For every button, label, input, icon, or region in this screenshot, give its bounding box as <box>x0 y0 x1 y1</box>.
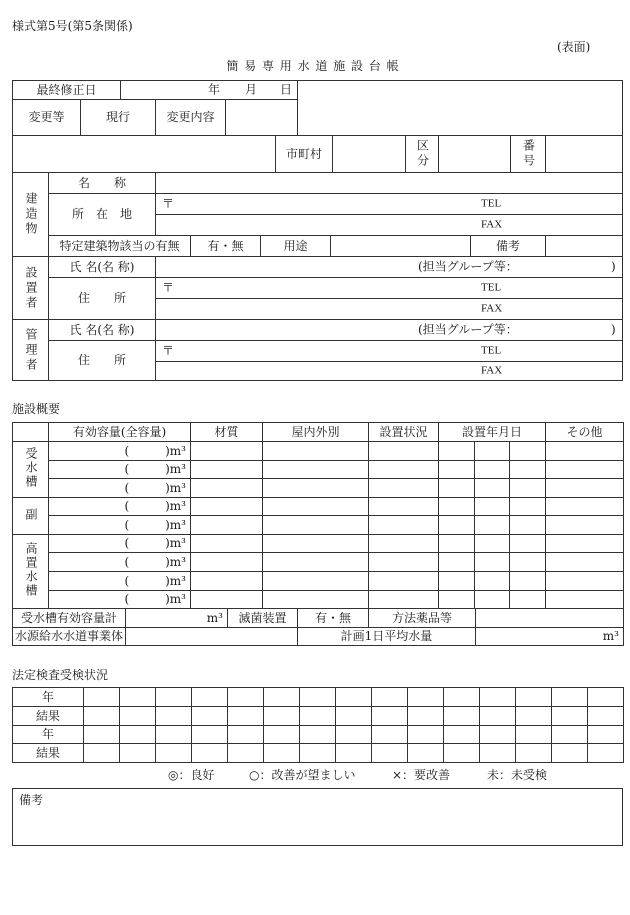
inspection-year-cell <box>588 726 624 744</box>
status-cell <box>369 516 439 535</box>
other-cell <box>546 553 624 572</box>
inspection-year-cell <box>192 726 228 744</box>
install-date-cell <box>510 461 546 479</box>
install-date-cell <box>439 479 475 498</box>
material-cell <box>191 553 263 572</box>
installer-address-tel-row <box>155 277 623 299</box>
material-cell <box>191 516 263 535</box>
inspection-year-cell <box>480 726 516 744</box>
manager-address-tel-row <box>155 340 623 362</box>
installer-section-label: 設置者 <box>12 256 49 320</box>
install-date-cell <box>439 572 475 591</box>
material-cell <box>191 498 263 516</box>
building-address-tel-row <box>155 193 623 215</box>
other-cell <box>546 535 624 553</box>
change-label: 変更等 <box>12 99 81 136</box>
install-date-cell <box>475 553 510 572</box>
inspection-result-cell <box>264 744 300 763</box>
location-cell <box>263 553 369 572</box>
inspection-result-cell <box>84 707 120 726</box>
inspection-result-cell <box>120 707 156 726</box>
water-supplier-field <box>126 628 298 646</box>
install-date-cell <box>475 461 510 479</box>
capacity-cell: ( )m³ <box>49 572 191 591</box>
manager-section-label: 管理者 <box>12 319 49 381</box>
other-cell <box>546 498 624 516</box>
tank-group-label <box>13 498 49 535</box>
inspection-year-cell <box>228 688 264 707</box>
material-cell <box>191 535 263 553</box>
location-cell <box>263 535 369 553</box>
capacity-cell: ( )m³ <box>49 591 191 609</box>
inspection-result-cell <box>228 744 264 763</box>
inspection-year-cell <box>516 688 552 707</box>
date-year-unit: 年 <box>208 82 221 97</box>
install-date-cell <box>439 498 475 516</box>
inspection-year-cell <box>336 688 372 707</box>
form-title: 簡 易 専 用 水 道 施 設 台 帳 <box>226 59 400 73</box>
inspection-year-cell <box>120 688 156 707</box>
inspection-year-cell <box>408 726 444 744</box>
building-name-field <box>155 172 623 194</box>
inspection-year-label: 年 <box>13 726 84 744</box>
install-date-cell <box>510 498 546 516</box>
legend-good: ◎：良好 <box>168 768 215 782</box>
tank-group-label <box>13 442 49 498</box>
install-date-cell <box>510 572 546 591</box>
daily-volume-label: 計画1日平均水量 <box>298 628 476 646</box>
install-date-cell <box>439 461 475 479</box>
material-cell <box>191 479 263 498</box>
install-date-cell <box>475 572 510 591</box>
status-header: 設置状況 <box>369 423 439 442</box>
inspection-result-cell <box>156 744 192 763</box>
install-date-cell <box>439 442 475 461</box>
install-date-cell <box>510 479 546 498</box>
material-cell <box>191 591 263 609</box>
manager-group-note-close: ) <box>611 322 616 337</box>
inspection-year-cell <box>444 726 480 744</box>
inspection-year-cell <box>84 726 120 744</box>
installer-group-note-close: ) <box>611 259 616 274</box>
material-header: 材質 <box>191 423 263 442</box>
building-use-field <box>330 235 471 257</box>
last-modified-date-field <box>120 80 298 100</box>
install-date-cell <box>439 516 475 535</box>
legend-improvement-desired: ○：改善が望ましい <box>249 768 356 782</box>
inspection-result-cell <box>264 707 300 726</box>
inspection-result-cell <box>120 744 156 763</box>
inspection-result-cell <box>192 744 228 763</box>
tank-group-label-text: 副 <box>24 507 38 522</box>
inspection-result-cell <box>156 707 192 726</box>
tank-group-label-text: 受水槽 <box>24 447 38 489</box>
inspection-result-cell <box>480 744 516 763</box>
registry-blank-area <box>297 80 623 136</box>
inspection-result-cell <box>516 707 552 726</box>
inspection-result-cell <box>408 744 444 763</box>
install-date-cell <box>475 535 510 553</box>
facility-summary-table <box>12 608 624 646</box>
inspection-year-cell <box>372 688 408 707</box>
building-use-label: 用途 <box>260 235 331 257</box>
tel-label: TEL <box>481 197 502 210</box>
inspection-year-cell <box>156 726 192 744</box>
inspection-year-cell <box>156 688 192 707</box>
tel-label: TEL <box>481 281 502 294</box>
tel-label: TEL <box>481 344 502 357</box>
installer-address-label: 住 所 <box>48 277 156 320</box>
location-cell <box>263 442 369 461</box>
postal-mark: 〒 <box>162 343 175 358</box>
install-date-cell <box>475 498 510 516</box>
last-modified-label: 最終修正日 <box>12 80 121 100</box>
capacity-header: 有効容量(全容量) <box>49 423 191 442</box>
inspection-result-cell <box>516 744 552 763</box>
inspection-year-cell <box>300 726 336 744</box>
capacity-cell: ( )m³ <box>49 498 191 516</box>
install-date-cell <box>439 591 475 609</box>
facility-table <box>12 422 624 609</box>
inspection-year-cell <box>516 726 552 744</box>
inspection-year-cell <box>408 688 444 707</box>
remarks-box <box>12 788 623 846</box>
building-name-label: 名 称 <box>48 172 156 194</box>
inspection-result-cell <box>336 707 372 726</box>
installer-name-label: 氏 名(名 称) <box>48 256 156 278</box>
fax-label: FAX <box>481 364 503 377</box>
number-field <box>545 135 623 173</box>
manager-name-field <box>155 319 623 341</box>
water-supplier-label: 水源給水水道事業体 <box>13 628 126 646</box>
inspection-year-cell <box>264 726 300 744</box>
tank-group-label-text: 高置水槽 <box>24 542 38 598</box>
status-cell <box>369 553 439 572</box>
location-cell <box>263 479 369 498</box>
tank-type-header <box>13 423 49 442</box>
install-date-cell <box>510 591 546 609</box>
remarks-label: 備考 <box>19 793 44 807</box>
inspection-year-cell <box>552 688 588 707</box>
location-cell <box>263 498 369 516</box>
change-details-label: 変更内容 <box>155 99 226 136</box>
date-month-unit: 月 <box>245 82 258 97</box>
manager-group-note-open: (担当グループ等： <box>418 322 518 337</box>
receiving-total-field: m³ <box>126 609 228 628</box>
inspection-year-cell <box>228 726 264 744</box>
capacity-cell: ( )m³ <box>49 442 191 461</box>
install-date-header: 設置年月日 <box>439 423 546 442</box>
status-cell <box>369 461 439 479</box>
material-cell <box>191 442 263 461</box>
install-date-cell <box>439 553 475 572</box>
postal-mark: 〒 <box>162 280 175 295</box>
location-header: 屋内外別 <box>263 423 369 442</box>
location-cell <box>263 461 369 479</box>
inspection-year-cell <box>120 726 156 744</box>
manager-address-label: 住 所 <box>48 340 156 381</box>
inspection-result-cell <box>480 707 516 726</box>
installer-name-field <box>155 256 623 278</box>
capacity-cell: ( )m³ <box>49 516 191 535</box>
capacity-cell: ( )m³ <box>49 553 191 572</box>
inspection-result-cell <box>444 744 480 763</box>
fax-label: FAX <box>481 218 503 231</box>
inspection-result-cell <box>408 707 444 726</box>
status-cell <box>369 479 439 498</box>
inspection-year-label: 年 <box>13 688 84 707</box>
other-cell <box>546 591 624 609</box>
inspection-result-cell <box>336 744 372 763</box>
inspection-year-cell <box>372 726 408 744</box>
other-cell <box>546 442 624 461</box>
registry-id-field <box>12 135 276 173</box>
location-cell <box>263 572 369 591</box>
specified-building-yes-no: 有・無 <box>190 235 261 257</box>
install-date-cell <box>439 535 475 553</box>
location-cell <box>263 591 369 609</box>
postal-mark: 〒 <box>162 196 175 211</box>
tank-group-label <box>13 535 49 609</box>
date-day-unit: 日 <box>280 82 293 97</box>
inspection-result-cell <box>192 707 228 726</box>
status-cell <box>369 572 439 591</box>
inspection-year-cell <box>192 688 228 707</box>
current-label: 現行 <box>80 99 156 136</box>
inspection-result-cell <box>84 744 120 763</box>
status-cell <box>369 442 439 461</box>
form-number: 様式第5号(第5条関係) <box>12 19 133 33</box>
inspection-result-cell <box>372 744 408 763</box>
other-cell <box>546 461 624 479</box>
other-header: その他 <box>546 423 624 442</box>
building-remarks-field <box>545 235 623 257</box>
number-label: 番号 <box>510 135 546 173</box>
install-date-cell <box>475 442 510 461</box>
install-date-cell <box>510 553 546 572</box>
division-field <box>438 135 511 173</box>
building-remarks-label: 備考 <box>470 235 546 257</box>
sterilizer-label: 滅菌装置 <box>228 609 298 628</box>
inspection-result-cell <box>300 707 336 726</box>
change-details-field <box>225 99 298 136</box>
install-date-cell <box>510 516 546 535</box>
inspection-result-label: 結果 <box>13 707 84 726</box>
inspection-year-cell <box>588 688 624 707</box>
inspection-result-label: 結果 <box>13 744 84 763</box>
material-cell <box>191 461 263 479</box>
inspection-result-cell <box>588 707 624 726</box>
inspection-result-cell <box>444 707 480 726</box>
other-cell <box>546 516 624 535</box>
building-address-fax-row <box>155 214 623 236</box>
install-date-cell <box>475 591 510 609</box>
municipality-label: 市町村 <box>275 135 333 173</box>
other-cell <box>546 572 624 591</box>
fax-label: FAX <box>481 302 503 315</box>
installer-address-fax-row <box>155 298 623 320</box>
building-address-label: 所 在 地 <box>48 193 156 236</box>
capacity-cell: ( )m³ <box>49 461 191 479</box>
install-date-cell <box>475 479 510 498</box>
material-cell <box>191 572 263 591</box>
status-cell <box>369 591 439 609</box>
inspection-result-cell <box>372 707 408 726</box>
legend-not-inspected: 未：未受検 <box>487 768 548 782</box>
inspection-year-cell <box>480 688 516 707</box>
division-label: 区分 <box>405 135 439 173</box>
municipality-field <box>332 135 406 173</box>
specified-building-label: 特定建築物該当の有無 <box>48 235 191 257</box>
sterilizer-yes-no: 有・無 <box>298 609 369 628</box>
inspection-heading: 法定検査受検状況 <box>12 668 109 682</box>
inspection-year-cell <box>84 688 120 707</box>
inspection-year-cell <box>264 688 300 707</box>
installer-group-note-open: (担当グループ等： <box>418 259 518 274</box>
inspection-result-cell <box>588 744 624 763</box>
daily-volume-field: m³ <box>476 628 624 646</box>
method-field <box>476 609 624 628</box>
location-cell <box>263 516 369 535</box>
legend-needs-improvement: ×：要改善 <box>392 768 451 782</box>
method-label: 方法薬品等 <box>369 609 476 628</box>
manager-name-label: 氏 名(名 称) <box>48 319 156 341</box>
status-cell <box>369 498 439 516</box>
manager-address-fax-row <box>155 361 623 381</box>
inspection-table <box>12 687 624 763</box>
capacity-cell: ( )m³ <box>49 535 191 553</box>
install-date-cell <box>510 442 546 461</box>
other-cell <box>546 479 624 498</box>
status-cell <box>369 535 439 553</box>
receiving-total-label: 受水槽有効容量計 <box>13 609 126 628</box>
building-section-label: 建造物 <box>12 172 49 257</box>
facility-heading: 施設概要 <box>12 402 61 416</box>
inspection-year-cell <box>336 726 372 744</box>
inspection-result-cell <box>300 744 336 763</box>
capacity-cell: ( )m³ <box>49 479 191 498</box>
inspection-year-cell <box>552 726 588 744</box>
install-date-cell <box>475 516 510 535</box>
inspection-year-cell <box>444 688 480 707</box>
page-side-label: (表面) <box>557 40 591 54</box>
inspection-result-cell <box>552 744 588 763</box>
inspection-result-cell <box>552 707 588 726</box>
inspection-result-cell <box>228 707 264 726</box>
install-date-cell <box>510 535 546 553</box>
inspection-year-cell <box>300 688 336 707</box>
